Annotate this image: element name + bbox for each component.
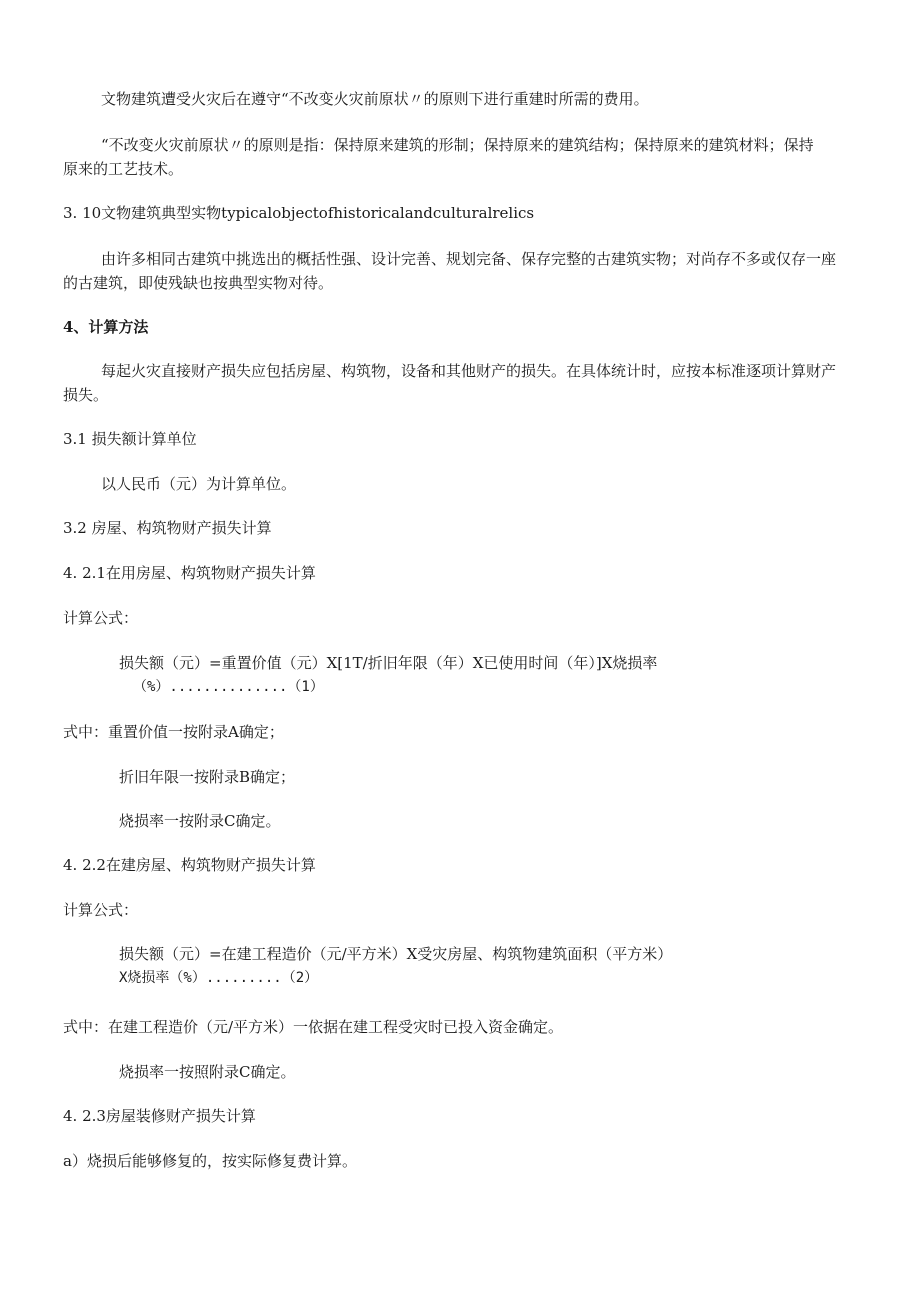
paragraph-typical-object-line-1: 由许多相同古建筑中挑选出的概括性强、设计完善、规划完备、保存完整的古建筑实物；对尚存不多或仅存一座 xyxy=(101,250,837,268)
section-heading-4-2-3: 4. 2.3房屋装修财产损失计算 xyxy=(63,1107,256,1125)
formula-1-line-2: （%）..............（1） xyxy=(133,679,324,695)
paragraph-loss-scope-line-1: 每起火灾直接财产损失应包括房屋、构筑物，设备和其他财产的损失。在具体统计时，应按本标准逐项计算财产 xyxy=(101,362,837,380)
section-heading-4-2-1: 4. 2.1在用房屋、构筑物财产损失计算 xyxy=(63,564,316,582)
formula-1-line-1: 损失额（元）=重置价值（元）X[1T/折旧年限（年）X已使用时间（年）]X烧损率 xyxy=(119,654,658,672)
section-heading-4: 4、计算方法 xyxy=(63,318,149,336)
paragraph-principle-line-2: 原来的工艺技术。 xyxy=(63,160,184,178)
formula-label-2: 计算公式： xyxy=(63,901,139,919)
section-heading-3-1: 3.1 损失额计算单位 xyxy=(63,430,197,448)
section-heading-3-10: 3. 10文物建筑典型实物typicalobjectofhistoricalandculturalrelics xyxy=(63,204,535,222)
paragraph-restoration-cost: 文物建筑遭受火灾后在遵守“不改变火灾前原状〃的原则下进行重建时所需的费用。 xyxy=(101,90,649,108)
paragraph-item-a: a）烧损后能够修复的，按实际修复费计算。 xyxy=(63,1152,357,1170)
paragraph-loss-scope-line-2: 损失。 xyxy=(63,386,109,404)
section-heading-3-2: 3.2 房屋、构筑物财产损失计算 xyxy=(63,519,272,537)
formula-2-line-1: 损失额（元）=在建工程造价（元/平方米）X受灾房屋、构筑物建筑面积（平方米） xyxy=(119,945,673,963)
where-1-line-1: 式中：重置价值一按附录A确定； xyxy=(63,723,284,741)
where-1-line-3: 烧损率一按附录C确定。 xyxy=(119,812,281,830)
where-1-line-2: 折旧年限一按附录B确定； xyxy=(119,768,296,786)
section-heading-4-2-2: 4. 2.2在建房屋、构筑物财产损失计算 xyxy=(63,856,316,874)
paragraph-principle-line-1: “不改变火灾前原状〃的原则是指：保持原来建筑的形制；保持原来的建筑结构；保持原来的建筑材料；保持 xyxy=(101,136,814,154)
formula-2-line-2: X烧损率（%）.........（2） xyxy=(119,970,319,986)
where-2-line-1: 式中：在建工程造价（元/平方米）一依据在建工程受灾时已投入资金确定。 xyxy=(63,1018,564,1036)
paragraph-typical-object-line-2: 的古建筑，即使残缺也按典型实物对待。 xyxy=(63,274,334,292)
paragraph-unit: 以人民币（元）为计算单位。 xyxy=(101,475,297,493)
formula-label-1: 计算公式： xyxy=(63,609,139,627)
where-2-line-2: 烧损率一按照附录C确定。 xyxy=(119,1063,296,1081)
